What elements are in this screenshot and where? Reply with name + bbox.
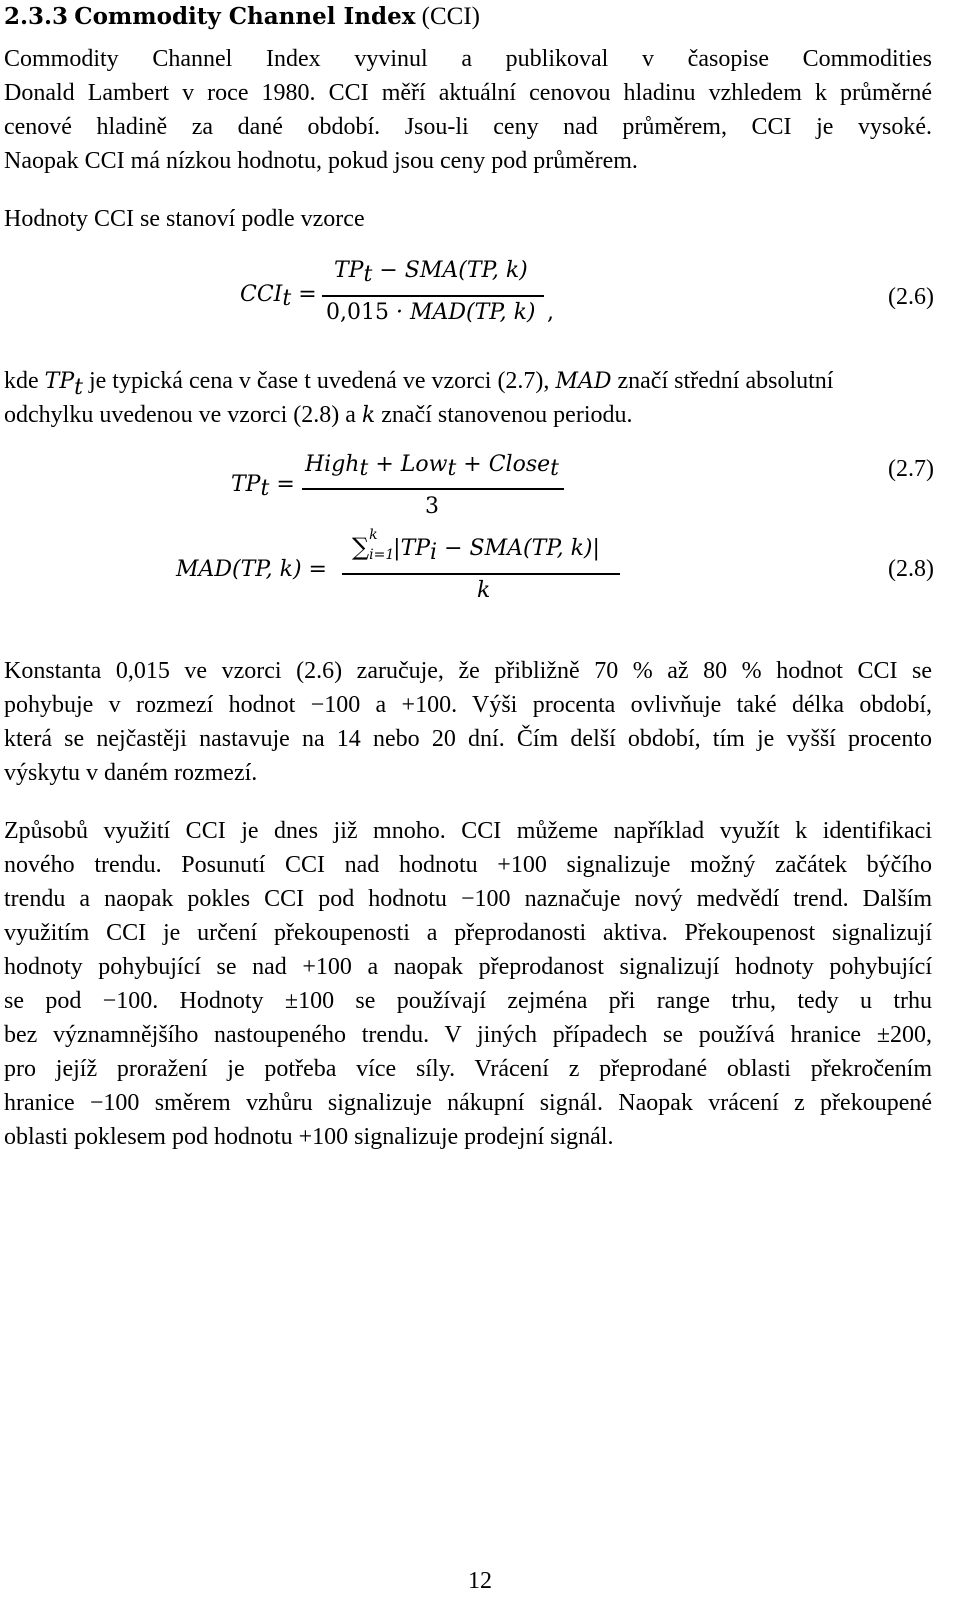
eq26-label: (2.6) — [888, 284, 934, 310]
eq26-lhs: $CCI_t$ = — [240, 282, 317, 312]
formula-intro — [4, 202, 932, 236]
paragraph-line: využitím CCI je určení překoupenosti a přeprodanosti aktiva. Překoupenost signalizují — [4, 920, 932, 946]
eq28-lhs: MAD(TP, k) = — [176, 557, 327, 582]
eq27-label: (2.7) — [888, 456, 934, 482]
section-number: 2.3.3 — [4, 3, 69, 30]
eq27-denominator: 3 — [425, 494, 439, 519]
formula-intro-text: Hodnoty CCI se stanoví podle vzorce — [4, 206, 365, 232]
eq28-label: (2.8) — [888, 556, 934, 582]
explain-line-2: odchylku uvedenou ve vzorci (2.8) a k značí stanovenou periodu. — [4, 402, 633, 428]
paragraph-line: pohybuje v rozmezí hodnot −100 a +100. Výši procenta ovlivňuje také délka období, — [4, 692, 932, 718]
intro-line: cenové hladině za dané období. Jsou-li ceny nad průměrem, CCI je vysoké. — [4, 114, 932, 140]
intro-paragraph — [4, 42, 932, 178]
intro-line: Commodity Channel Index vyvinul a publikoval v časopise Commodities — [4, 46, 932, 72]
paragraph-line: se pod −100. Hodnoty ±100 se používají zejména při range trhu, tedy u trhu — [4, 988, 932, 1014]
paragraph-line: nového trendu. Posunutí CCI nad hodnotu +100 signalizuje možný začátek býčího — [4, 852, 932, 878]
paragraph-line: bez významnějšího nastoupeného trendu. V jiných případech se používá hranice ±200, — [4, 1022, 932, 1048]
intro-line: Naopak CCI má nízkou hodnotu, pokud jsou ceny pod průměrem. — [4, 148, 638, 174]
paragraph-line: výskytu v daném rozmezí. — [4, 760, 258, 786]
paragraph-line: oblasti poklesem pod hodnotu +100 signalizuje prodejní signál. — [4, 1124, 614, 1150]
eq27-lhs: $TP_t$ = — [231, 472, 295, 502]
paragraph-line: pro jejíž proražení je potřeba více síly. Vrácení z přeprodané oblasti překročením — [4, 1056, 932, 1082]
paragraph-line: Způsobů využití CCI je dnes již mnoho. CCI můžeme například využít k identifikaci — [4, 818, 932, 844]
paragraph-usage — [4, 814, 932, 1154]
explain-paragraph — [4, 364, 932, 432]
eq26-fraction-bar — [322, 295, 544, 297]
section-title: Commodity Channel Index — [74, 3, 416, 30]
intro-line: Donald Lambert v roce 1980. CCI měří aktuální cenovou hladinu vzhledem k průměrné — [4, 80, 932, 106]
eq26-comma: , — [547, 300, 554, 325]
eq28-denominator: k — [477, 578, 491, 603]
eq27-fraction-bar — [302, 488, 564, 490]
paragraph-constant — [4, 654, 932, 790]
eq27-numerator: High$_t$ + Low$_t$ + Close$_t$ — [305, 452, 559, 482]
page-number: 12 — [468, 1568, 492, 1594]
section-heading — [4, 0, 480, 34]
eq26-denominator: 0,015 · MAD(TP, k) — [326, 300, 536, 325]
eq26-numerator: $TP_t - SMA(TP$, k) — [334, 258, 528, 288]
section-abbr: (CCI) — [421, 3, 480, 30]
paragraph-line: Konstanta 0,015 ve vzorci (2.6) zaručuje, že přibližně 70 % až 80 % hodnot CCI se — [4, 658, 932, 684]
eq28-fraction-bar — [342, 573, 620, 575]
paragraph-line: hranice −100 směrem vzhůru signalizuje nákupní signál. Naopak vrácení z překoupené — [4, 1090, 932, 1116]
eq28-numerator: ∑ k i=1 $|TP_i - SMA(TP$, k)| — [352, 527, 600, 566]
paragraph-line: která se nejčastěji nastavuje na 14 nebo 20 dní. Čím delší období, tím je vyšší procento — [4, 726, 932, 752]
explain-line-1: kde $TP_t$ je typická cena v čase t uvedená ve vzorci (2.7), MAD značí střední absolutní — [4, 368, 834, 400]
paragraph-line: trendu a naopak pokles CCI pod hodnotu −100 naznačuje nový medvědí trend. Dalším — [4, 886, 932, 912]
paragraph-line: hodnoty pohybující se nad +100 a naopak přeprodanost signalizují hodnoty pohybující — [4, 954, 932, 980]
